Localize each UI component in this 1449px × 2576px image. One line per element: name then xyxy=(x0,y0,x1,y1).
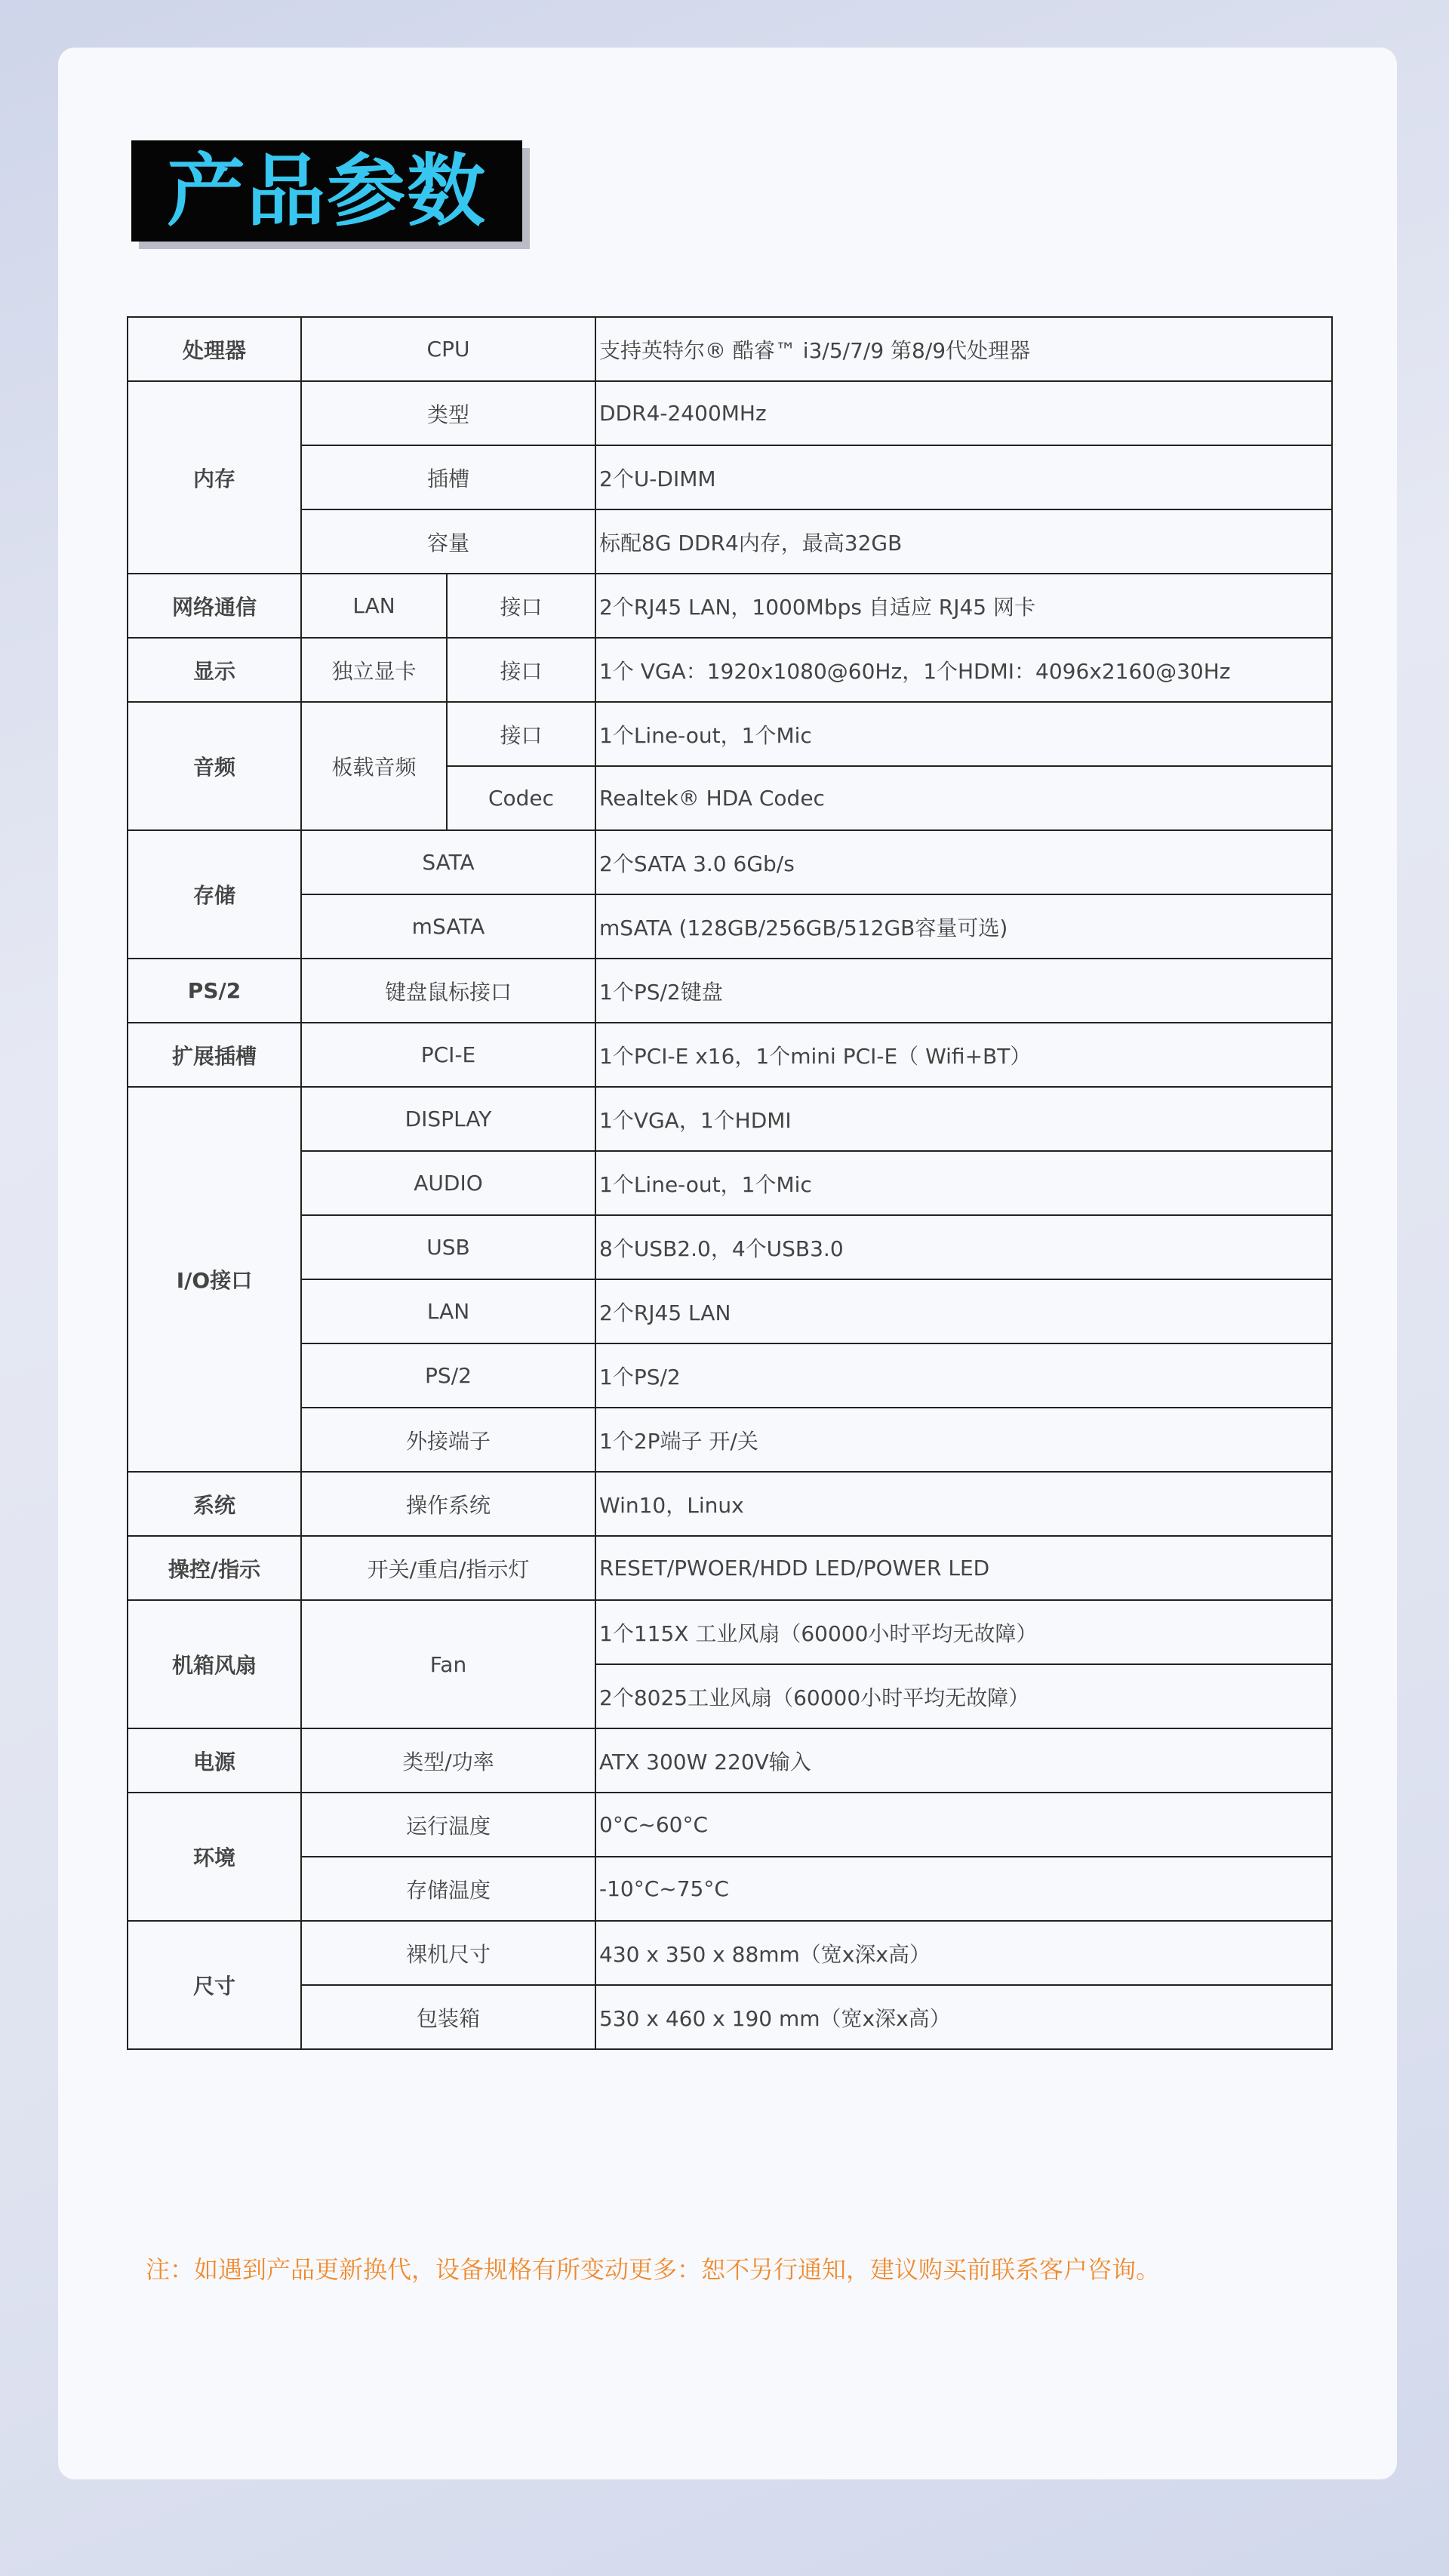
table-row xyxy=(128,574,1332,638)
category-cell: 存储 xyxy=(128,830,301,959)
sub-cell: 外接端子 xyxy=(301,1408,595,1472)
sub-cell: Fan xyxy=(301,1600,595,1728)
sub-cell: 开关/重启/指示灯 xyxy=(301,1536,595,1600)
value-cell: 1个 VGA：1920x1080@60Hz，1个HDMI：4096x2160@30Hz xyxy=(595,638,1332,702)
spec-table xyxy=(127,316,1333,2050)
value-cell: -10°C~75°C xyxy=(595,1857,1332,1921)
sub-cell: SATA xyxy=(301,830,595,894)
sub-cell: LAN xyxy=(301,1279,595,1343)
value-cell: RESET/PWOER/HDD LED/POWER LED xyxy=(595,1536,1332,1600)
category-cell: 扩展插槽 xyxy=(128,1023,301,1087)
title-badge xyxy=(131,140,522,242)
sub-cell: 独立显卡 xyxy=(301,638,447,702)
page-title: 产品参数 xyxy=(166,145,487,237)
value-cell: 1个2P端子 开/关 xyxy=(595,1408,1332,1472)
value-cell: 0°C~60°C xyxy=(595,1793,1332,1857)
value-cell: 支持英特尔® 酷睿™ i3/5/7/9 第8/9代处理器 xyxy=(595,317,1332,381)
sub-cell-2: Codec xyxy=(447,766,595,830)
table-row xyxy=(128,317,1332,381)
sub-cell: AUDIO xyxy=(301,1151,595,1215)
sub-cell: 存储温度 xyxy=(301,1857,595,1921)
category-cell: PS/2 xyxy=(128,959,301,1023)
sub-cell: PCI-E xyxy=(301,1023,595,1087)
value-cell: 8个USB2.0，4个USB3.0 xyxy=(595,1215,1332,1279)
value-cell: 2个RJ45 LAN xyxy=(595,1279,1332,1343)
value-cell: 1个Line-out，1个Mic xyxy=(595,1151,1332,1215)
value-cell: ATX 300W 220V输入 xyxy=(595,1728,1332,1793)
table-row xyxy=(128,381,1332,445)
category-cell: I/O接口 xyxy=(128,1087,301,1472)
table-row xyxy=(128,1279,1332,1343)
sub-cell: 操作系统 xyxy=(301,1472,595,1536)
value-cell: 1个Line-out，1个Mic xyxy=(595,702,1332,766)
table-row xyxy=(128,702,1332,766)
table-row xyxy=(128,1215,1332,1279)
table-row xyxy=(128,1536,1332,1600)
category-cell: 显示 xyxy=(128,638,301,702)
sub-cell: 包装箱 xyxy=(301,1985,595,2049)
sub-cell: PS/2 xyxy=(301,1343,595,1408)
category-cell: 操控/指示 xyxy=(128,1536,301,1600)
table-row xyxy=(128,1793,1332,1857)
value-cell: Win10，Linux xyxy=(595,1472,1332,1536)
table-row xyxy=(128,1151,1332,1215)
table-row xyxy=(128,1343,1332,1408)
sub-cell: 容量 xyxy=(301,509,595,574)
table-row xyxy=(128,638,1332,702)
sub-cell: 键盘鼠标接口 xyxy=(301,959,595,1023)
sub-cell: LAN xyxy=(301,574,447,638)
value-cell: 2个SATA 3.0 6Gb/s xyxy=(595,830,1332,894)
category-cell: 内存 xyxy=(128,381,301,574)
sub-cell: 插槽 xyxy=(301,445,595,509)
table-row xyxy=(128,1023,1332,1087)
sub-cell: 运行温度 xyxy=(301,1793,595,1857)
table-row xyxy=(128,1728,1332,1793)
category-cell: 电源 xyxy=(128,1728,301,1793)
value-cell: mSATA (128GB/256GB/512GB容量可选) xyxy=(595,894,1332,959)
value-cell: 1个115X 工业风扇（60000小时平均无故障） xyxy=(595,1600,1332,1664)
value-cell: DDR4-2400MHz xyxy=(595,381,1332,445)
category-cell: 尺寸 xyxy=(128,1921,301,2049)
value-cell: 1个PS/2键盘 xyxy=(595,959,1332,1023)
sub-cell-2: 接口 xyxy=(447,638,595,702)
footnote: 注：如遇到产品更新换代，设备规格有所变动更多：恕不另行通知，建议购买前联系客户咨询。 xyxy=(146,2255,1161,2284)
category-cell: 机箱风扇 xyxy=(128,1600,301,1728)
value-cell: Realtek® HDA Codec xyxy=(595,766,1332,830)
sub-cell: 板载音频 xyxy=(301,702,447,830)
category-cell: 音频 xyxy=(128,702,301,830)
value-cell: 1个VGA，1个HDMI xyxy=(595,1087,1332,1151)
category-cell: 网络通信 xyxy=(128,574,301,638)
value-cell: 530 x 460 x 190 mm（宽x深x高） xyxy=(595,1985,1332,2049)
value-cell: 2个U-DIMM xyxy=(595,445,1332,509)
value-cell: 430 x 350 x 88mm（宽x深x高） xyxy=(595,1921,1332,1985)
table-row xyxy=(128,1408,1332,1472)
sub-cell: mSATA xyxy=(301,894,595,959)
category-cell: 系统 xyxy=(128,1472,301,1536)
table-row xyxy=(128,1472,1332,1536)
table-row xyxy=(128,509,1332,574)
table-row xyxy=(128,1087,1332,1151)
table-row xyxy=(128,445,1332,509)
table-row xyxy=(128,1857,1332,1921)
sub-cell: 裸机尺寸 xyxy=(301,1921,595,1985)
sub-cell: CPU xyxy=(301,317,595,381)
sub-cell: USB xyxy=(301,1215,595,1279)
category-cell: 处理器 xyxy=(128,317,301,381)
value-cell: 标配8G DDR4内存，最高32GB xyxy=(595,509,1332,574)
value-cell: 2个RJ45 LAN，1000Mbps 自适应 RJ45 网卡 xyxy=(595,574,1332,638)
category-cell: 环境 xyxy=(128,1793,301,1921)
sub-cell-2: 接口 xyxy=(447,702,595,766)
value-cell: 2个8025工业风扇（60000小时平均无故障） xyxy=(595,1664,1332,1728)
table-row xyxy=(128,1600,1332,1664)
value-cell: 1个PCI-E x16，1个mini PCI-E（ Wifi+BT） xyxy=(595,1023,1332,1087)
table-row xyxy=(128,1921,1332,1985)
table-row xyxy=(128,830,1332,894)
sub-cell-2: 接口 xyxy=(447,574,595,638)
sub-cell: 类型 xyxy=(301,381,595,445)
table-row xyxy=(128,1985,1332,2049)
table-row xyxy=(128,959,1332,1023)
table-row xyxy=(128,894,1332,959)
sub-cell: 类型/功率 xyxy=(301,1728,595,1793)
value-cell: 1个PS/2 xyxy=(595,1343,1332,1408)
sub-cell: DISPLAY xyxy=(301,1087,595,1151)
